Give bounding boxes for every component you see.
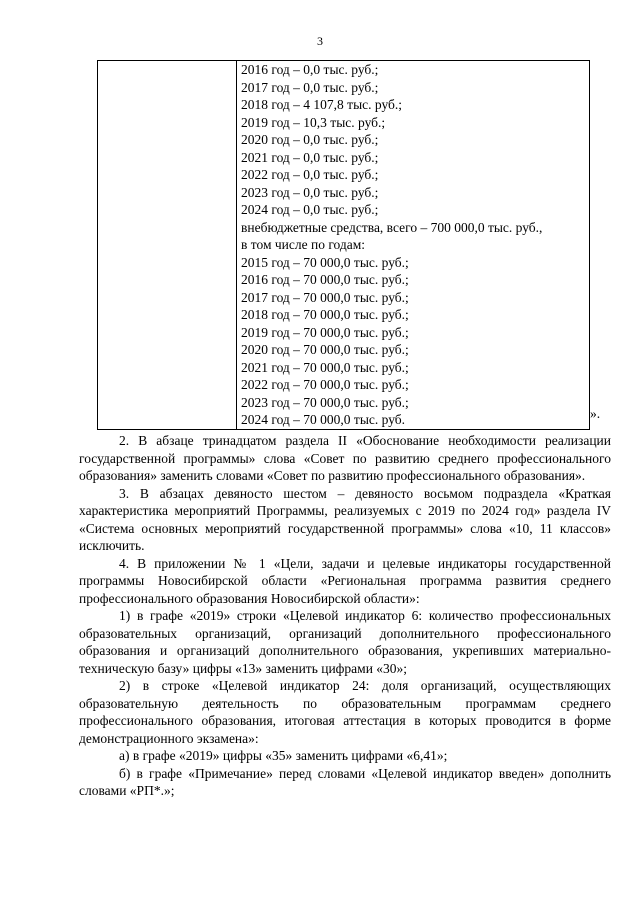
document-body	[79, 432, 611, 800]
table-line: 2020 год – 0,0 тыс. руб.;	[241, 132, 379, 147]
table-line: 2016 год – 0,0 тыс. руб.;	[241, 62, 379, 77]
table-line: 2018 год – 70 000,0 тыс. руб.;	[241, 307, 409, 322]
table-close-quote: ».	[590, 406, 601, 421]
table-line: 2023 год – 0,0 тыс. руб.;	[241, 184, 379, 200]
table-line: 2017 год – 0,0 тыс. руб.;	[241, 79, 379, 95]
paragraph: 2) в строке «Целевой индикатор 24: доля организаций, осуществляющих образовательную деятельность по образовательным программам среднего профессионального образования, итоговая аттестация в которых проводится в форме демонстрационного экзамена»:	[79, 678, 611, 746]
table-line: внебюджетные средства, всего – 700 000,0 тыс. руб.,	[241, 219, 543, 235]
table-funding-cell	[237, 61, 590, 430]
table-line: 2021 год – 0,0 тыс. руб.;	[241, 149, 379, 165]
table-line: в том числе по годам:	[241, 237, 366, 252]
table-line: 2023 год – 70 000,0 тыс. руб.;	[241, 394, 409, 410]
table-line: 2020 год – 70 000,0 тыс. руб.;	[241, 342, 409, 357]
table-line: 2024 год – 0,0 тыс. руб.;	[241, 202, 379, 217]
table-line: 2018 год – 4 107,8 тыс. руб.;	[241, 97, 403, 112]
paragraph: 2. В абзаце тринадцатом раздела II «Обоснование необходимости реализации государственной программы» слова «Совет по развитию среднего профессионального образования» заменить словами «Совет по развитию профессионального образования».	[79, 433, 611, 483]
table-line: 2017 год – 70 000,0 тыс. руб.;	[241, 289, 409, 305]
table-line: 2019 год – 10,3 тыс. руб.;	[241, 114, 386, 130]
table-line: 2022 год – 70 000,0 тыс. руб.;	[241, 377, 409, 392]
table-line: 2022 год – 0,0 тыс. руб.;	[241, 167, 379, 182]
paragraph: 1) в графе «2019» строки «Целевой индикатор 6: количество профессиональных образовательных организаций, организаций дополнительного профессионального образования и организаций дополнительного образования, укрепивших материально-техническую базу» цифры «13» заменить цифрами «30»;	[79, 608, 611, 676]
table-line: 2016 год – 70 000,0 тыс. руб.;	[241, 272, 409, 287]
paragraph: а) в графе «2019» цифры «35» заменить цифрами «6,41»;	[119, 748, 448, 763]
paragraph: б) в графе «Примечание» перед словами «Целевой индикатор введен» дополнить словами «РП*.»;	[79, 765, 611, 798]
paragraph: 3. В абзацах девяносто шестом – девяносто восьмом подраздела «Краткая характеристика мероприятий Программы, реализуемых с 2019 по 2024 год» раздела IV «Система основных мероприятий государственной программы» слова «10, 11 классов» исключить.	[79, 485, 611, 553]
table-line: 2015 год – 70 000,0 тыс. руб.;	[241, 254, 409, 270]
table-line: 2024 год – 70 000,0 тыс. руб.	[241, 412, 406, 427]
funding-table	[97, 60, 590, 430]
table-empty-cell	[98, 61, 237, 430]
page-number: 3	[317, 34, 323, 48]
table-line: 2019 год – 70 000,0 тыс. руб.;	[241, 324, 409, 340]
paragraph: 4. В приложении № 1 «Цели, задачи и целевые индикаторы государственной программы Новосибирской области «Региональная программа развития среднего профессионального образования Новосибирской области»:	[79, 555, 611, 606]
table-line: 2021 год – 70 000,0 тыс. руб.;	[241, 359, 409, 375]
